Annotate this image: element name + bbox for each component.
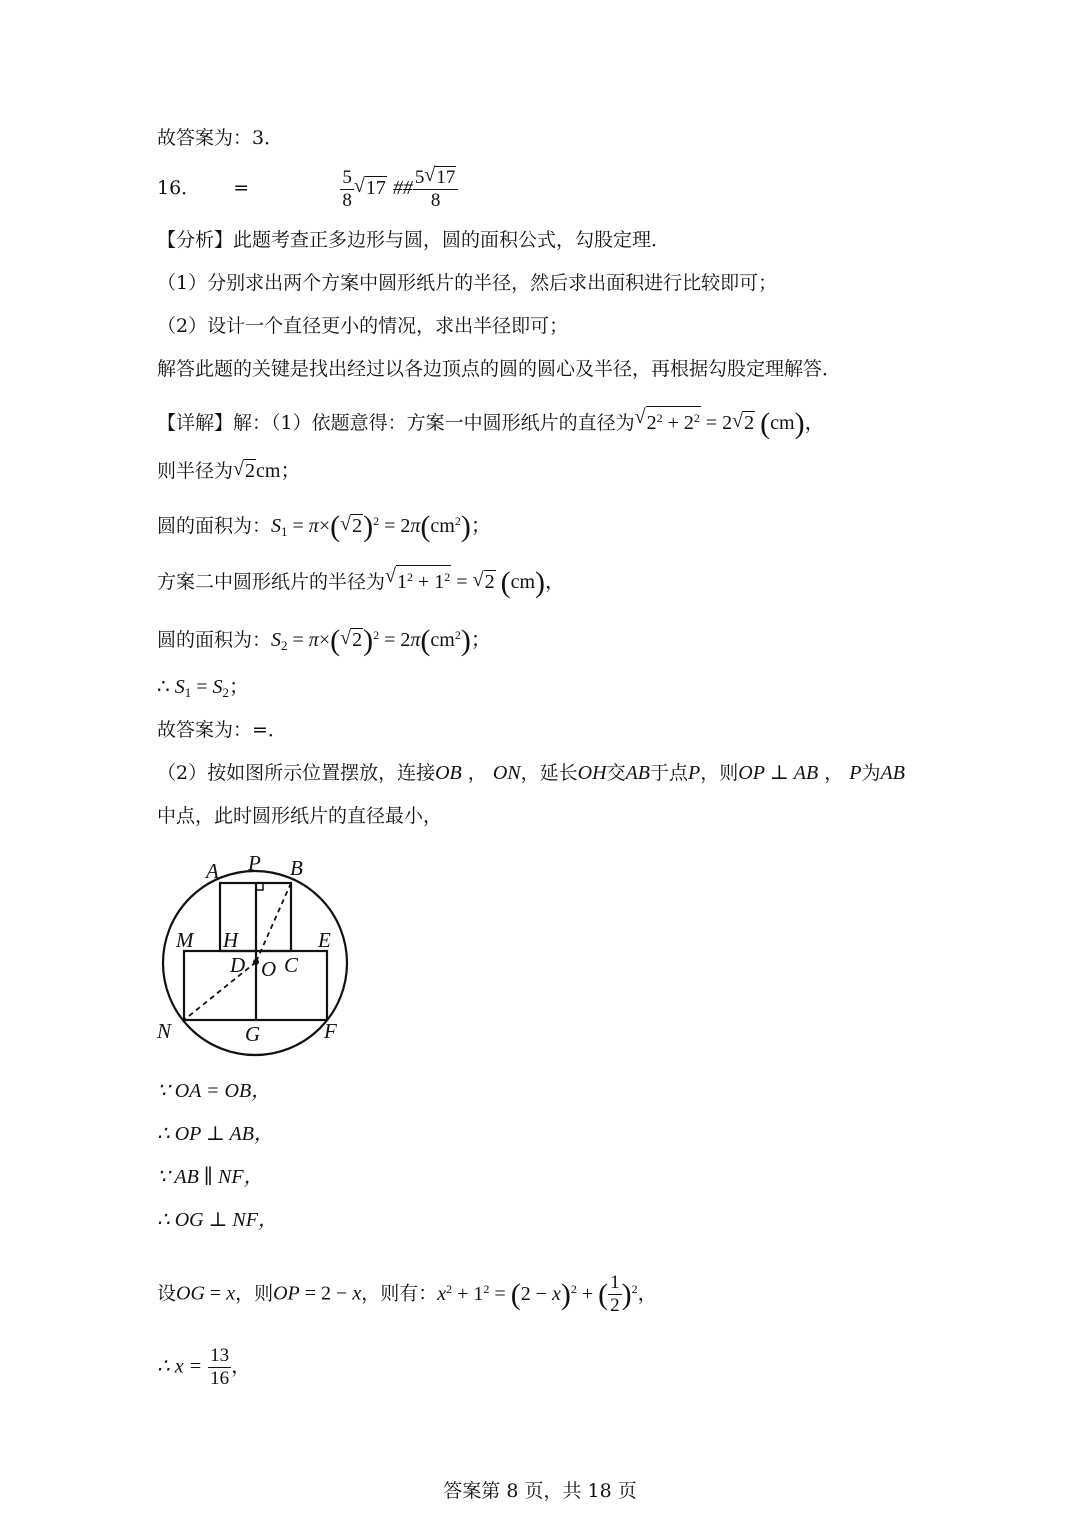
analysis-key: 解答此题的关键是找出经过以各边顶点的圆的圆心及半径，再根据勾股定理解答． [157,358,842,380]
page-footer: 答案第 8 页，共 18 页 [443,1480,637,1502]
analysis-step-1: （1）分别求出两个方案中圆形纸片的半径，然后求出面积进行比较即可； [157,272,778,294]
q16-frac2: 5 √ 17 8 [413,166,459,212]
center-point-o [253,959,259,965]
label-g: G [245,1022,261,1046]
label-n: N [157,1019,172,1043]
q16-sep: ## [392,177,413,199]
label-f: F [324,1019,337,1043]
label-e: E [318,928,331,952]
label-p: P [248,851,261,875]
q16-blank: = [233,177,250,199]
geometry-figure [150,848,380,1067]
equation-line: 设OG = x，则OP = 2 − x，则有：$x^2 + 1^2 = (2 - x)^2$ + ( $\frac{1}{2}$ )$^2$， [157,1272,658,1316]
label-c: C [284,953,299,977]
label-d: D [230,953,246,977]
result-line: ∴ x = $\frac{13}{16}$ ， [157,1345,252,1389]
label-a: A [206,859,219,883]
statement-3: ∵ AB ∥ NF， [157,1166,264,1188]
label-m: M [176,928,194,952]
radius1-line: 则半径为 √ 2cm； [157,458,301,482]
label-o: O [261,957,277,981]
statement-4: ∴ OG ⊥ NF， [157,1209,278,1231]
text-line: 故答案为：3． [157,127,284,149]
area2-line: 圆的面积为：$S_2 = \pi\times$( √ $2)^2 = 2\pi(cm^2)$； [157,624,491,657]
conclude-line: ∴ $S_1 = S_2$； [157,676,250,700]
plan2-line: 方案二中圆形纸片的半径为 √ $1^2 + 1^2$ = √ 2 (cm)， [157,565,566,599]
q16-answer-line [157,166,458,212]
circle-rectangles-diagram [150,848,380,1063]
q16-rad: √ 17 [353,175,386,199]
detail-line: 【详解】解：（1）依题意得：方案一中圆形纸片的直径为 √ $2^2 + 2^2 = 2$ √ 2 (cm)， [157,406,825,440]
part2-line: （2）按如图所示位置摆放，连接OB ， ON，延长OH交AB于点P，则OP ⊥ AB ， P为AB [157,762,905,784]
answer-eq-line: 故答案为：=． [157,719,287,741]
statement-1: ∵ OA = OB， [157,1080,272,1102]
dashed-on [184,962,256,1020]
statement-2: ∴ OP ⊥ AB， [157,1123,274,1145]
label-b: B [290,856,303,880]
area1-line: 圆的面积为：$S_1 = \pi\times$( √ $2)^2 = 2\pi(cm^2)$； [157,510,491,543]
analysis-heading: 【分析】此题考查正多边形与圆，圆的面积公式，勾股定理． [157,229,671,251]
analysis-step-2: （2）设计一个直径更小的情况，求出半径即可； [157,315,569,337]
q16-number: 16． [157,177,201,199]
label-h: H [223,928,239,952]
part2-line2: 中点，此时圆形纸片的直径最小， [157,805,443,827]
q16-frac1: $\frac{5}{8}$ [342,166,352,211]
